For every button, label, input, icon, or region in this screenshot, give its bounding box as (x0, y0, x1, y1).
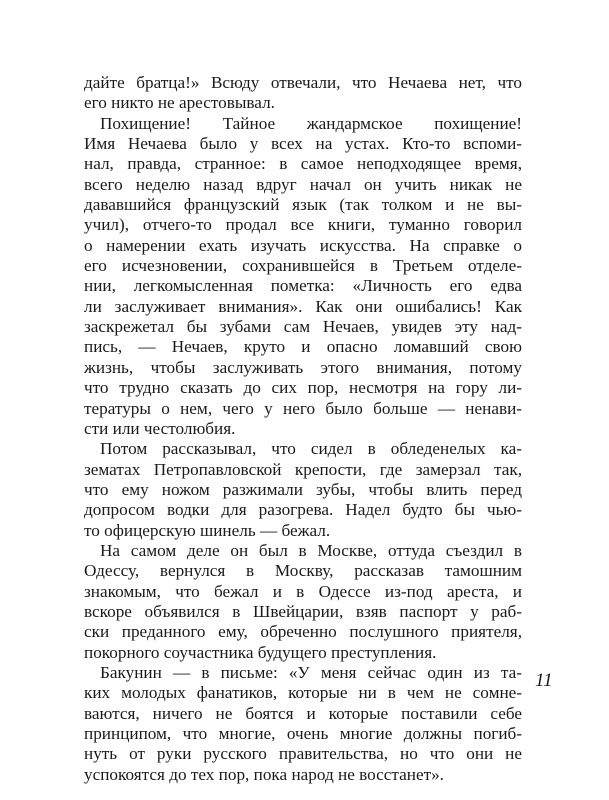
text-line: заскрежетал бы зубами сам Нечаев, увидев эту над- (84, 317, 522, 337)
text-line: нал, правда, странное: в самое неподходящее время, (84, 154, 522, 174)
text-line: успокоятся до тех пор, пока народ не восстанет». (84, 764, 444, 784)
text-line: всего неделю назад вдруг начал он учить никак не (84, 174, 522, 194)
text-line: что ему ножом разжимали зубы, чтобы влить перед (84, 479, 522, 499)
text-line: принципом, что многие, очень многие должны погиб- (84, 724, 522, 743)
text-line: пись, — Нечаев, круто и опасно ломавший свою (84, 337, 522, 357)
text-line: дававшийся французский язык (так толком и не вы- (84, 195, 522, 215)
text-line: ких молодых фанатиков, которые ни в чем не сомне- (84, 683, 522, 703)
text-line: жизнь, чтобы заслуживать этого внимания, потому (84, 357, 522, 377)
body-text (84, 73, 522, 785)
text-line: дайте братца!» Всюду отвечали, что Нечаева нет, что (84, 73, 522, 92)
text-line: покорного соучастника будущего преступления. (84, 642, 437, 662)
text-line: нуть от руки русского правительства, но что они не (84, 744, 522, 764)
text-line: его исчезновении, сохранившейся в Третьем отделе- (84, 256, 522, 276)
paragraph-start-line: На самом деле он был в Москве, оттуда съездил в (100, 540, 522, 560)
paragraph-start-line: Потом рассказывал, что сидел в обледенелых ка- (100, 439, 522, 459)
text-line: сти или честолюбия. (84, 418, 236, 438)
text-line: ваются, ничего не боятся и которые поставили себе (84, 703, 522, 723)
text-line: его никто не арестовывал. (84, 93, 275, 113)
text-line: то офицерскую шинель — бежал. (84, 520, 331, 540)
text-line: о намерении ехать изучать искусства. На справке о (84, 235, 522, 255)
paragraph-start-line: Похищение! Тайное жандармское похищение! (100, 113, 522, 133)
paragraph-start-line: Бакунин — в письме: «У меня сейчас один из та- (100, 662, 522, 682)
text-line: ли заслуживает внимания». Как они ошибались! Как (84, 296, 522, 316)
text-line: тературы о нем, чего у него было больше — ненави- (84, 398, 522, 418)
text-line: Одессу, вернулся в Москву, рассказав тамошним (84, 561, 522, 581)
text-line: что трудно сказать до сих пор, несмотря на гору ли- (84, 378, 522, 398)
text-line: нии, легкомысленная пометка: «Личность его едва (84, 276, 522, 296)
text-line: зематах Петропавловской крепости, где замерзал так, (84, 459, 522, 479)
text-line: допросом водки для разогрева. Надел будто бы чью- (84, 500, 522, 520)
page-number: 11 (535, 670, 553, 691)
text-line: вскоре объявился в Швейцарии, взяв паспорт у раб- (84, 601, 522, 621)
text-line: знакомым, что бежал и в Одессе из-под ареста, и (84, 581, 522, 601)
text-line: учил), отчего-то продал все книги, туманно говорил (84, 215, 522, 235)
text-line: Имя Нечаева было у всех на устах. Кто-то вспоми- (84, 134, 522, 154)
text-line: ски преданного ему, обреченно послушного приятеля, (84, 622, 522, 642)
